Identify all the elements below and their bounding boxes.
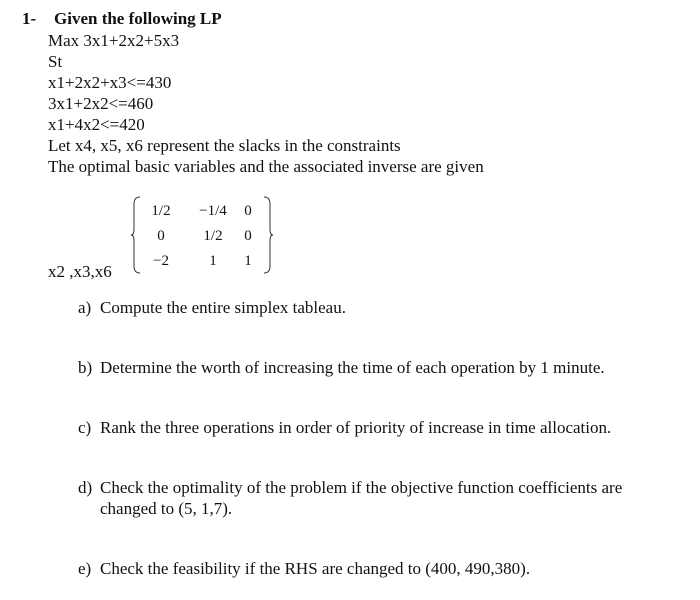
matrix-cell-r1c1: 1/2 <box>151 203 171 219</box>
matrix-cell-r2c2: 1/2 <box>203 228 223 244</box>
constraint-3: x1+4x2<=420 <box>48 115 145 134</box>
inverse-matrix <box>130 196 274 274</box>
question-d-text: Check the optimality of the problem if the objective function coefficients are <box>100 478 623 497</box>
question-a-label: a) <box>78 298 92 317</box>
matrix-cell-r2c1: 0 <box>157 228 165 244</box>
matrix-cell-r1c3: 0 <box>244 203 252 219</box>
slack-note: Let x4, x5, x6 represent the slacks in the constraints <box>48 136 401 155</box>
right-brace-icon <box>262 196 274 274</box>
problem-number: 1- <box>22 9 37 28</box>
constraint-2: 3x1+2x2<=460 <box>48 94 154 113</box>
basic-variables: x2 ,x3,x6 <box>48 262 112 281</box>
left-brace-icon <box>130 196 142 274</box>
basis-note: The optimal basic variables and the associated inverse are given <box>48 157 484 176</box>
question-e-label: e) <box>78 559 92 578</box>
question-e-text: Check the feasibility if the RHS are changed to (400, 490,380). <box>100 559 531 578</box>
question-a-text: Compute the entire simplex tableau. <box>100 298 346 317</box>
objective-function: Max 3x1+2x2+5x3 <box>48 31 180 50</box>
matrix-cell-r2c3: 0 <box>244 228 252 244</box>
constraint-1: x1+2x2+x3<=430 <box>48 73 172 92</box>
question-c-label: c) <box>78 418 92 437</box>
question-b-label: b) <box>78 358 93 377</box>
matrix-cell-r3c1: −2 <box>153 253 169 269</box>
question-b-text: Determine the worth of increasing the time of each operation by 1 minute. <box>100 358 605 377</box>
question-d-label: d) <box>78 478 93 497</box>
question-d-text-continued: changed to (5, 1,7). <box>100 499 233 518</box>
matrix-cell-r1c2: −1/4 <box>199 203 227 219</box>
matrix-cell-r3c2: 1 <box>209 253 217 269</box>
problem-heading: Given the following LP <box>54 9 222 28</box>
matrix-cell-r3c3: 1 <box>244 253 252 269</box>
question-c-text: Rank the three operations in order of priority of increase in time allocation. <box>100 418 612 437</box>
subject-to-label: St <box>48 52 63 71</box>
